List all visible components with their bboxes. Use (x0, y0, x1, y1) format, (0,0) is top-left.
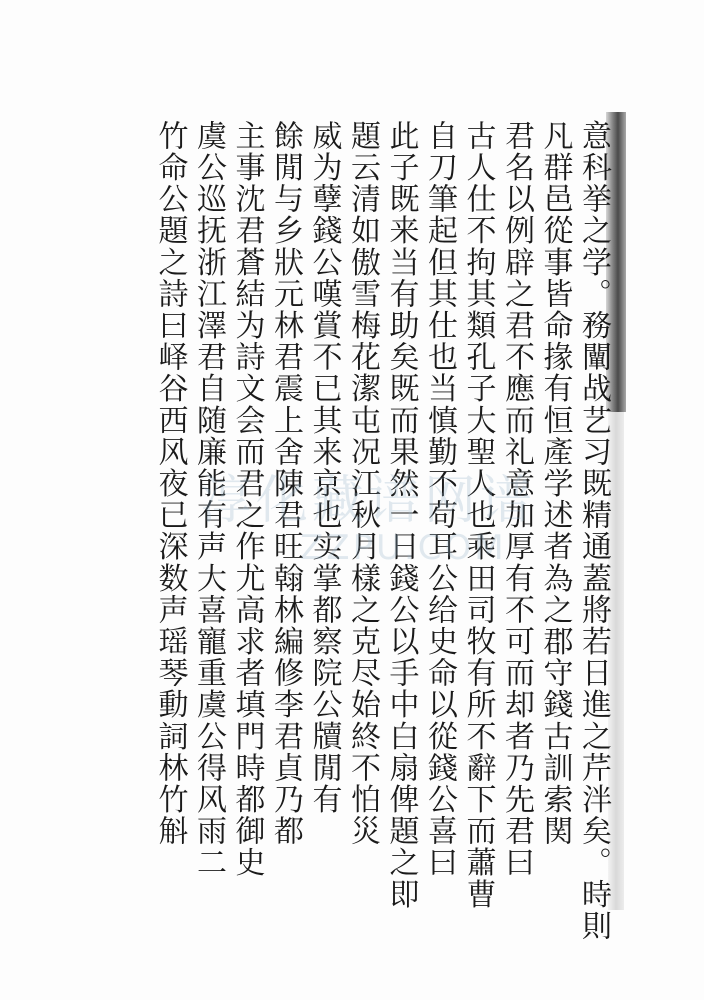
text-column-7: 題云清如傲雪梅花潔屯况江秋月樣之克尽始終不怕災 (345, 120, 380, 847)
text-column-5: 自刀筆起但其仕也当慎勤不苟耳公给史命以從錢公喜曰 (422, 120, 457, 879)
text-column-1: 意科挙之学。務闡战艺习既精通蓋將若日進之芹泮矣。時則 (576, 120, 611, 942)
text-column-8: 威为孽錢公嘆賞不已其来京也实掌都察院公牘閒有 (306, 120, 342, 816)
text-column-11: 虞公巡抚浙江澤君自随廉能有声大喜寵重虞公得风雨二 (191, 120, 226, 879)
text-column-4: 古人仕不拘其類孔子大聖人也乘田司牧有所不辭下而蕭曹 (460, 120, 496, 910)
watermark-text: 淳化藏谱网谱 (200, 471, 537, 531)
text-column-2: 凡群邑從事皆命掾有恒產学述者為之郡守錢古訓索関 (537, 120, 573, 847)
text-column-12: 竹命公題之詩曰峄谷西风夜已深数声瑶琴動詞林竹斛 (152, 120, 188, 847)
text-column-6: 此子既来当有助矣既而果然一日錢公以手中白扇俾題之即 (383, 120, 419, 910)
text-column-9: 餘閒与乡狀元林君震上舍陳君旺翰林編修李君貞乃都 (268, 120, 303, 847)
watermark-url: ZZPU.COM (300, 528, 507, 568)
text-column-3: 君名以例辟之君不應而礼意加厚有不可而却者乃先君曰 (499, 120, 534, 879)
text-column-10: 主事沈君蒼結为詩文会而君之作尤高求者填門時都御史 (229, 120, 265, 879)
